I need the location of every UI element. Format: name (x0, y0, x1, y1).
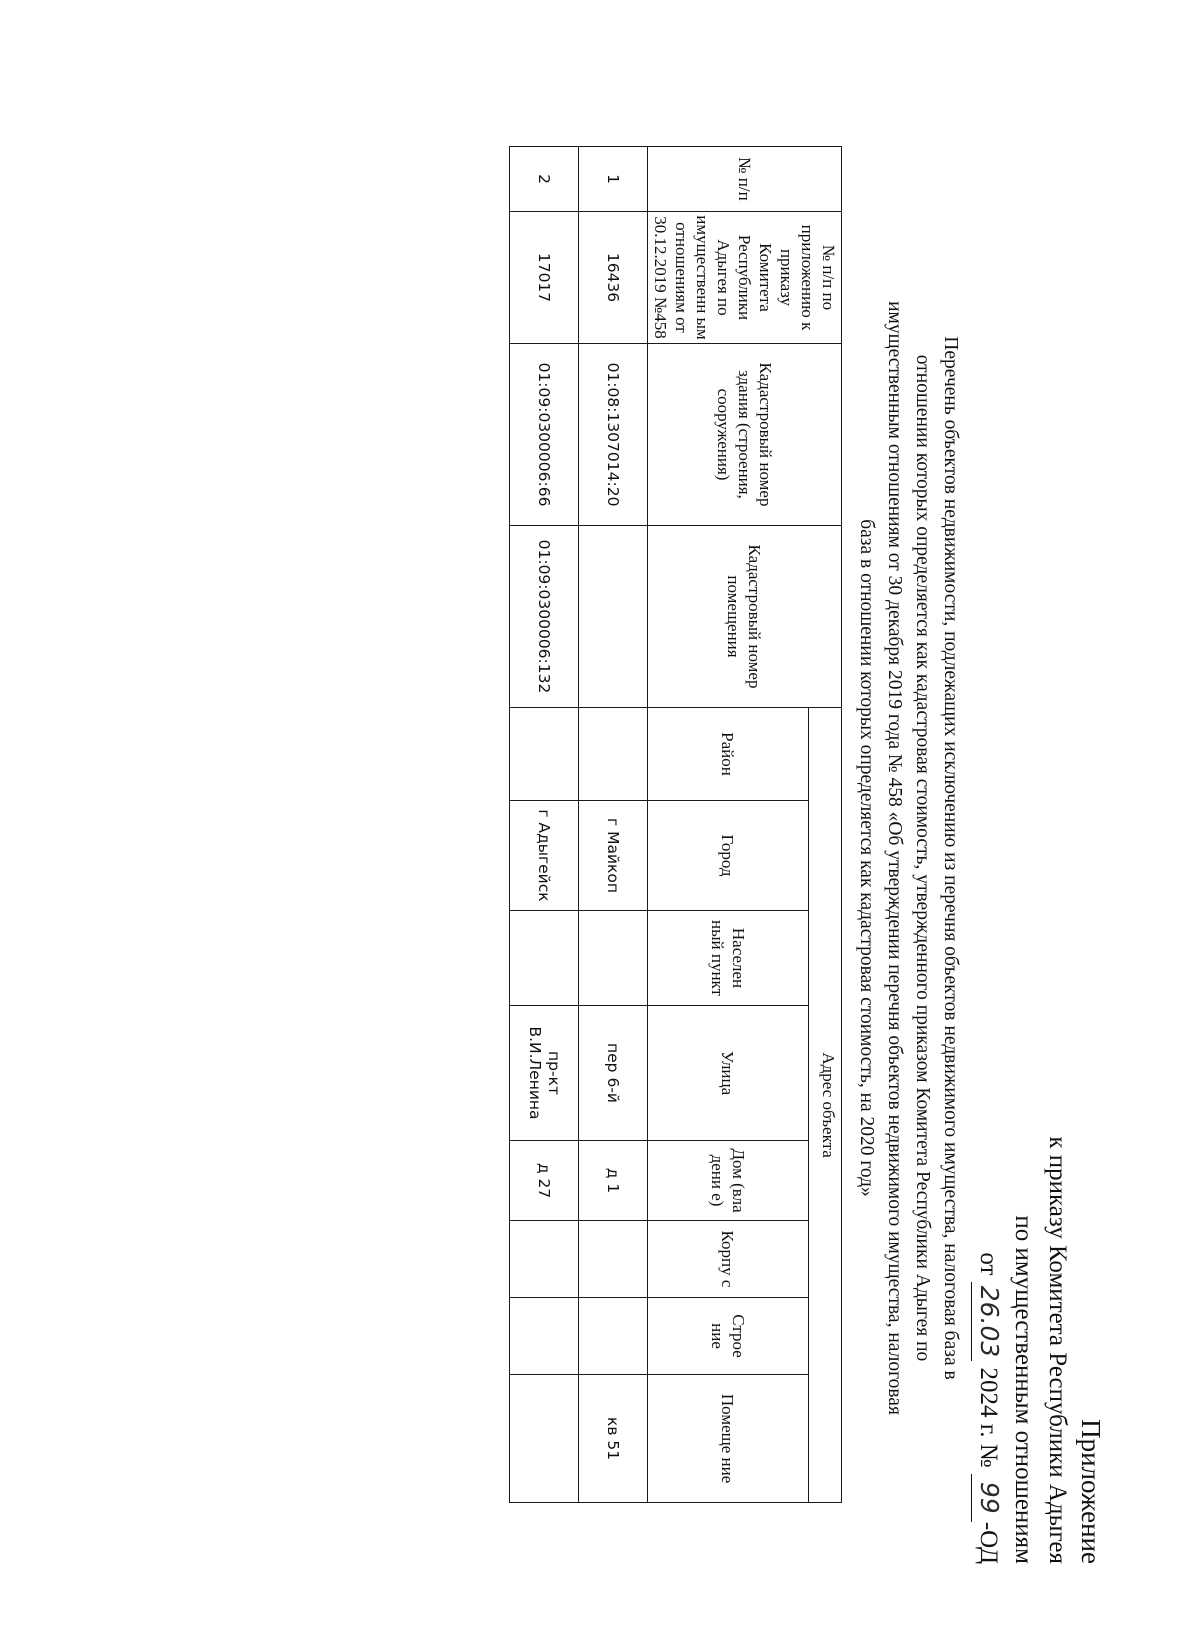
order-number-suffix: -ОД (975, 1521, 1002, 1564)
cell-house: д 27 (510, 1141, 579, 1221)
cell-structure (510, 1298, 579, 1375)
cell-district (510, 708, 579, 801)
cell-settlement (579, 911, 648, 1006)
table-row (579, 147, 648, 1503)
intro-line-2: отношении которых определяется как кадастровая стоимость, утвержденного приказом Комитета Республики Адыгея по (912, 354, 933, 1362)
handwritten-order-number: 99 (971, 1474, 1006, 1522)
intro-paragraph (852, 168, 964, 1548)
cell-district (579, 708, 648, 801)
cell-room-cadastral (579, 526, 648, 708)
heading-line-2: к приказу Комитета Республики Адыгея (1044, 1136, 1071, 1564)
cell-block (579, 1221, 648, 1298)
cell-num: 1 (579, 147, 648, 212)
cell-city: г Майкоп (579, 801, 648, 911)
col-header-structure: Строе ние (648, 1298, 809, 1375)
col-header-address-group: Адрес объекта (808, 708, 841, 1503)
cell-block (510, 1221, 579, 1298)
cell-room-cadastral: 01:09:0300006:132 (510, 526, 579, 708)
col-header-building-cadastral: Кадастровый номер здания (строения, сооружения) (648, 344, 842, 526)
cell-num: 2 (510, 147, 579, 212)
intro-line-1: Перечень объектов недвижимости, подлежащих исключению из перечня объектов недвижимого имущества, налоговая база в (940, 336, 961, 1380)
cell-room: кв 51 (579, 1375, 648, 1503)
heading-line-3: по имущественным отношениям (1010, 1215, 1037, 1564)
cell-building-cadastral: 01:08:1307014:20 (579, 344, 648, 526)
property-table (509, 146, 842, 1503)
table-row (510, 147, 579, 1503)
handwritten-date: 26.03 (971, 1282, 1006, 1362)
order-heading (971, 1124, 1108, 1564)
cell-city: г Адыгейск (510, 801, 579, 911)
cell-street: пер 6-й (579, 1006, 648, 1141)
col-header-room-cadastral: Кадастровый номер помещения (648, 526, 842, 708)
cell-building-cadastral: 01:09:0300006:66 (510, 344, 579, 526)
col-header-num: № п/п (648, 147, 842, 212)
col-header-city: Город (648, 801, 809, 911)
cell-appendix-num: 16436 (579, 212, 648, 344)
col-header-block: Корпу с (648, 1221, 809, 1298)
cell-street: пр-кт В.И.Ленина (510, 1006, 579, 1141)
intro-line-4: база в отношении которых определяется как кадастровая стоимость, на 2020 год» (856, 519, 877, 1197)
cell-house: д 1 (579, 1141, 648, 1221)
cell-settlement (510, 911, 579, 1006)
col-header-house: Дом (вла дени е) (648, 1141, 809, 1221)
col-header-room: Помеще ние (648, 1375, 809, 1503)
appendix-title: Приложение (1076, 1419, 1106, 1564)
col-header-street: Улица (648, 1006, 809, 1141)
col-header-district: Район (648, 708, 809, 801)
intro-line-3: имущественным отношениям от 30 декабря 2019 года № 458 «Об утверждении перечня объектов недвижимого имущества, налоговая (884, 301, 905, 1415)
cell-structure (579, 1298, 648, 1375)
header-row-group (808, 147, 841, 1503)
date-suffix: 2024 г. № (975, 1367, 1002, 1468)
col-header-appendix-num: № п/п по приложению к приказу Комитета Республики Адыгея по имущественн ым отношениям от 30.12.2019 №458 (648, 212, 842, 344)
cell-appendix-num: 17017 (510, 212, 579, 344)
heading-date-line (971, 1124, 1006, 1564)
cell-room (510, 1375, 579, 1503)
date-prefix: от (975, 1252, 1002, 1276)
col-header-settlement: Населен ный пункт (648, 911, 809, 1006)
